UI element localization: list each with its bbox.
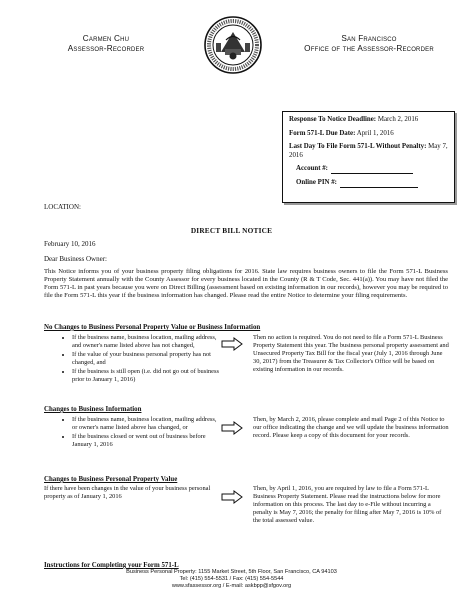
pin-field[interactable] [340, 180, 418, 188]
right-arrow-icon [221, 421, 243, 435]
office-name: Office of the Assessor-Recorder [304, 44, 434, 53]
footer-phone: Tel: (415) 554-5531 / Fax: (415) 554-5544 [179, 576, 284, 583]
pin-row [296, 179, 448, 188]
intro-paragraph: This Notice informs you of your business property filing obligations for 2016. State law requires business owners to file the Form 571-L Business Property Statement annually with the County Assessor for every business located in the County (R & T Code, Sec. 441(a)). You may have not filed the Form 571-L in past years because you were on Direct Billing (assessment based on existing information in our records), however you may be required to file the Form 571-L this year if the business information has changed. Please read the entire Notice to determine your filing requirements. [44, 268, 448, 300]
right-arrow-icon [221, 337, 243, 351]
section-heading-no-changes: No Changes to Business Personal Property Value or Business Information [44, 324, 261, 331]
footer-web-email: www.sfassessor.org / E-mail: askbpp@sfgov.org [171, 583, 292, 590]
footer [0, 569, 463, 591]
list-item: • If the value of your business personal property has not changed, and [72, 351, 222, 367]
city-seal-icon [204, 16, 262, 74]
instructions-heading: Instructions for Completing your Form 571-L [44, 562, 179, 569]
last-day-label: Last Day To File Form 571-L Without Penalty: [289, 143, 427, 151]
business-info-bullets [60, 416, 222, 450]
account-field[interactable] [331, 166, 413, 174]
section-heading-business-info: Changes to Business Information [44, 406, 142, 413]
due-date-label: Form 571-L Due Date: [289, 129, 356, 137]
assessor-name: Carmen Chu [82, 34, 130, 43]
section-heading-property-value: Changes to Business Personal Property Value [44, 476, 178, 483]
list-item: • If the business closed or went out of business before January 1, 2016 [72, 433, 222, 449]
business-info-action-text: Then, by March 2, 2016, please complete and mail Page 2 of this Notice to our office indicating the change and we will update the business information record. Please keep a copy of this document for your records. [253, 416, 449, 439]
property-value-action-text: Then, by April 1, 2016, you are required by law to file a Form 571-L Business Property Statement. Please read the instructions below for more information on this process. The last day to e-File without incurring a penalty is May 7, 2016; the penalty for filing after May 7, 2016 is 10% of the total assessed value. [253, 485, 442, 524]
last-day-value: May 7, 2016 [289, 143, 448, 159]
footer-address: Business Personal Property: 1155 Market Street, 5th Floor, San Francisco, CA 94103 [126, 569, 337, 575]
last-day-row [289, 143, 448, 160]
no-changes-action-text: Then no action is required. You do not need to file a Form 571-L Business Property Statement this year. The business personal property assessment and Unsecured Property Tax Bill for the fiscal year (July 1, 2016 through June 30, 2017) from the Treasurer & Tax Collector's Office will be based on existing information in our records. [253, 334, 449, 373]
assessor-name-block [46, 34, 166, 54]
deadline-label: Response To Notice Deadline: [289, 116, 377, 123]
list-item: • If the business is still open (i.e. did not go out of business prior to January 1, 2016) [72, 368, 222, 384]
right-arrow-icon [221, 490, 243, 504]
deadline-value: March 2, 2016 [377, 116, 419, 123]
pin-label: Online PIN #: [296, 178, 337, 186]
deadline-info-box [282, 111, 455, 203]
account-row [296, 165, 448, 174]
due-date-value: April 1, 2016 [356, 129, 394, 137]
list-item: • If the business name, business location, mailing address, or owner's name listed above has changed, or [72, 416, 222, 432]
property-value-condition: If there have been changes in the value of your business personal property as of January 1, 2016 [44, 485, 211, 500]
notice-title: DIRECT BILL NOTICE [190, 226, 273, 235]
city-name: San Francisco [341, 34, 397, 43]
list-item: • If the business name, business location, mailing address, and owner's name listed above has not changed, [72, 334, 222, 350]
account-label: Account #: [296, 165, 328, 173]
deadline-row [289, 116, 448, 125]
assessor-title: Assessor-Recorder [67, 44, 145, 53]
notice-date: February 10, 2016 [44, 240, 96, 248]
office-name-block [294, 34, 444, 54]
no-changes-bullets [60, 334, 222, 385]
salutation: Dear Business Owner: [44, 255, 107, 263]
due-date-row [289, 130, 448, 139]
location-label: LOCATION: [44, 203, 81, 211]
